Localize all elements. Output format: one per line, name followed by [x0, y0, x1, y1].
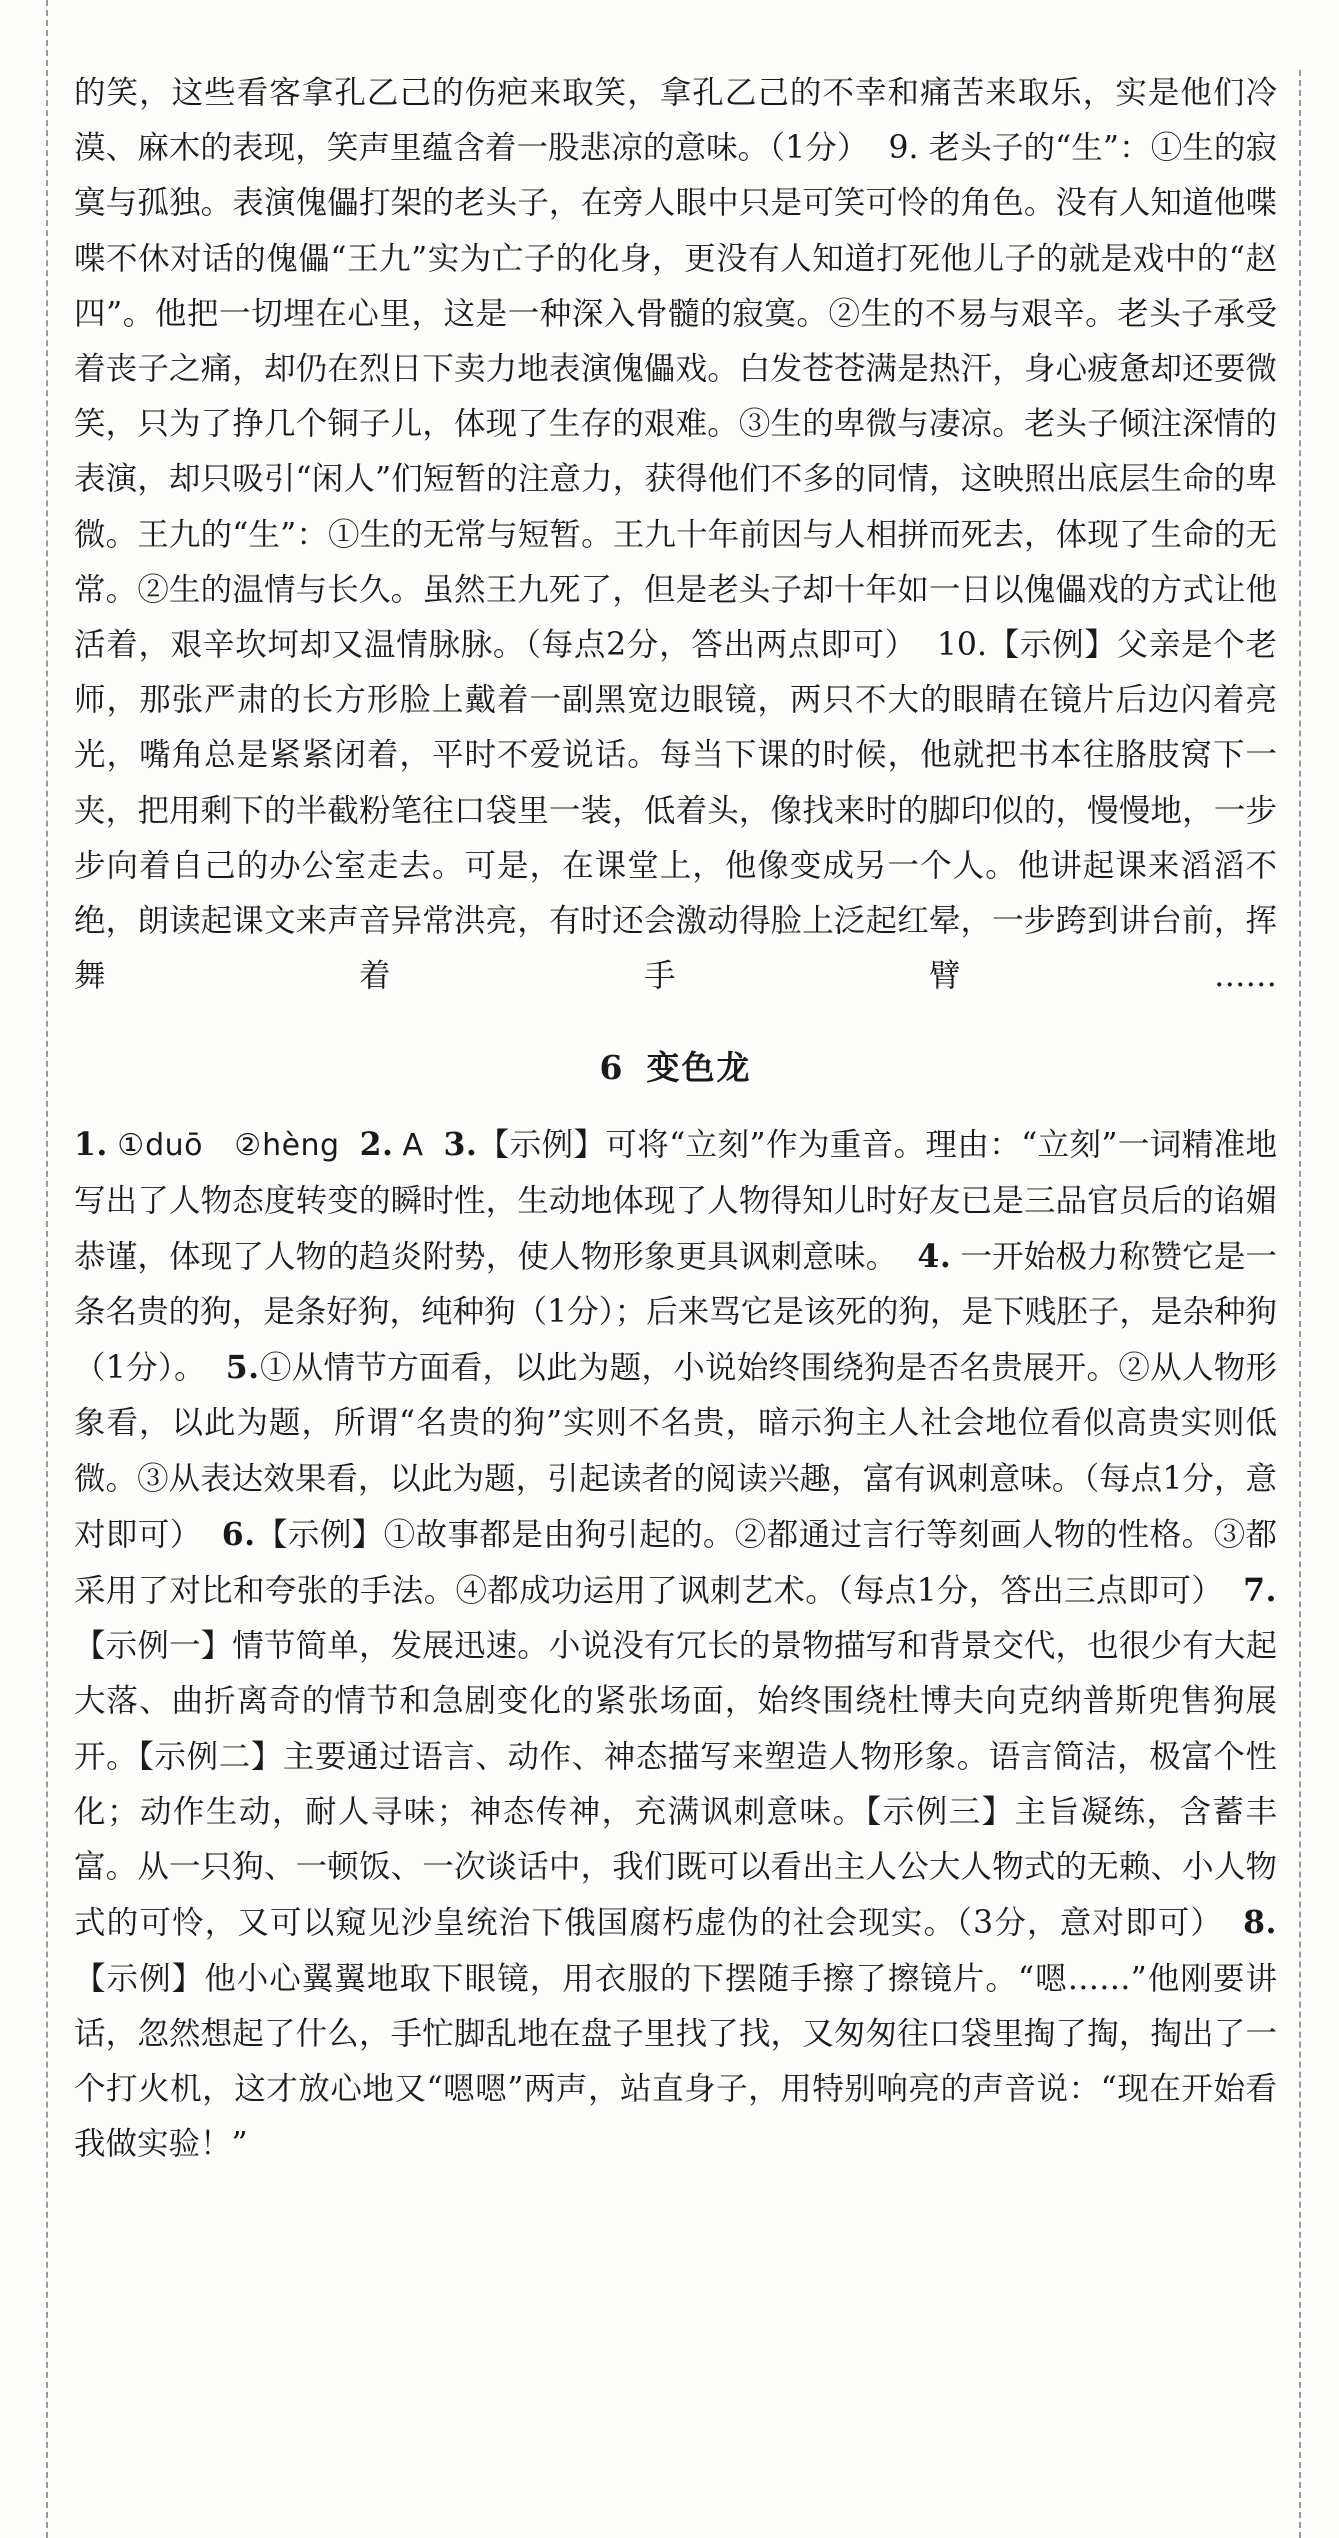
answer-9-text: 9. 老头子的“生”：①生的寂寞与孤独。表演傀儡打架的老头子，在旁人眼中只是可笑可怜的角色。没有人知道他喋喋不休对话的傀儡“王九”实为亡子的化身，更没有人知道打死他儿子的就是戏中的“赵四”。他把一切埋在心里，这是一种深入骨髓的寂寞。②生的不易与艰辛。老头子承受着丧子之痛，却仍在烈日下卖力地表演傀儡戏。白发苍苍满是热汗，身心疲惫却还要微笑，只为了挣几个铜子儿，体现了生存的艰难。③生的卑微与凄凉。老头子倾注深情的表演，却只吸引“闲人”们短暂的注意力，获得他们不多的同情，这映照出底层生命的卑微。王九的“生”：①生的无常与短暂。王九十年前因与人相拼而死去，体现了生命的无常。②生的温情与长久。虽然王九死了，但是老头子却十年如一日以傀儡戏的方式让他活着，艰辛坎坷却又温情脉脉。（每点2分，答出两点即可） [74, 130, 1277, 664]
answer-body-3: 【示例】可将“立刻”作为重音。理由：“立刻”一词精准地写出了人物态度转变的瞬时性，生动地体现了人物得知儿时好友已是三品官员后的谄媚恭谨，体现了人物的趋炎附势，使人物形象更具讽刺意味。 [74, 1127, 1277, 1275]
answer-10-text: 10.【示例】父亲是个老师，那张严肃的长方形脸上戴着一副黑宽边眼镜，两只不大的眼睛在镜片后边闪着亮光，嘴角总是紧紧闭着，平时不爱说话。每当下课的时候，他就把书本往胳肢窝下一夹，把用剩下的半截粉笔往口袋里一装，低着头，像找来时的脚印似的，慢慢地，一步步向着自己的办公室走去。可是，在课堂上，他像变成另一个人。他讲起课来滔滔不绝，朗读起课文来声音异常洪亮，有时还会激动得脸上泛起红晕，一步跨到讲台前，挥舞着手臂…… [74, 627, 1277, 995]
chapter-heading [74, 1042, 1277, 1089]
answer-number-2: 2. [359, 1126, 394, 1164]
chapter-number: 6 [599, 1048, 625, 1088]
answer-number-5: 5. [225, 1349, 260, 1387]
answer-number-1: 1. [74, 1126, 108, 1164]
answer-number-4: 4. [917, 1237, 952, 1275]
answer-8-continuation-text: 的笑，这些看客拿孔乙己的伤疤来取笑，拿孔乙己的不幸和痛苦来取乐，实是他们冷漠、麻木的表现，笑声里蕴含着一股悲凉的意味。（1分） [74, 75, 1277, 167]
answer-body-4: 一开始极力称赞它是一条名贵的狗，是条好狗，纯种狗（1分）；后来骂它是该死的狗，是下贱胚子，是杂种狗（1分）。 [74, 1238, 1277, 1387]
answer-number-3: 3. [443, 1126, 478, 1164]
trim-cut-line-right [1299, 70, 1301, 2538]
chapter-title: 变色龙 [646, 1048, 752, 1088]
trim-cut-line-left [46, 0, 48, 2538]
page-content [74, 66, 1277, 2172]
answer-number-7: 7. [1243, 1572, 1277, 1610]
answer-number-6: 6. [221, 1515, 256, 1553]
answer-body-2: A [402, 1128, 424, 1164]
answer-list-lesson-6 [74, 1117, 1277, 2172]
answer-paragraph-continuation [74, 66, 1277, 1004]
answer-body-6: 【示例】①故事都是由狗引起的。②都通过言行等刻画人物的性格。③都采用了对比和夸张的手法。④都成功运用了讽刺艺术。（每点1分，答出三点即可） [74, 1516, 1277, 1610]
answer-body-5: ①从情节方面看，以此为题，小说始终围绕狗是否名贵展开。②从人物形象看，以此为题，所谓“名贵的狗”实则不名贵，暗示狗主人社会地位看似高贵实则低微。③从表达效果看，以此为题，引起读者的阅读兴趣，富有讽刺意味。（每点1分，意对即可） [74, 1350, 1277, 1553]
answer-body-7: 【示例一】情节简单，发展迅速。小说没有冗长的景物描写和背景交代，也很少有大起大落、曲折离奇的情节和急剧变化的紧张场面，始终围绕杜博夫向克纳普斯兜售狗展开。【示例二】主要通过语言、动作、神态描写来塑造人物形象。语言简洁，极富个性化；动作生动，耐人寻味；神态传神，充满讽刺意味。【示例三】主旨凝练，含蓄丰富。从一只狗、一顿饭、一次谈话中，我们既可以看出主人公大人物式的无赖、小人物式的可怜，又可以窥见沙皇统治下俄国腐朽虚伪的社会现实。（3分，意对即可） [74, 1628, 1277, 1942]
answer-body-8: 【示例】他小心翼翼地取下眼镜，用衣服的下摆随手擦了擦镜片。“嗯……”他刚要讲话，忽然想起了什么，手忙脚乱地在盘子里找了找，又匆匆往口袋里掏了掏，掏出了一个打火机，这才放心地又“嗯嗯”两声，站直身子，用特别响亮的声音说：“现在开始看我做实验！” [74, 1960, 1277, 2163]
answer-number-8: 8. [1243, 1904, 1277, 1942]
answer-body-1: ①duō ②hèng [116, 1128, 340, 1164]
